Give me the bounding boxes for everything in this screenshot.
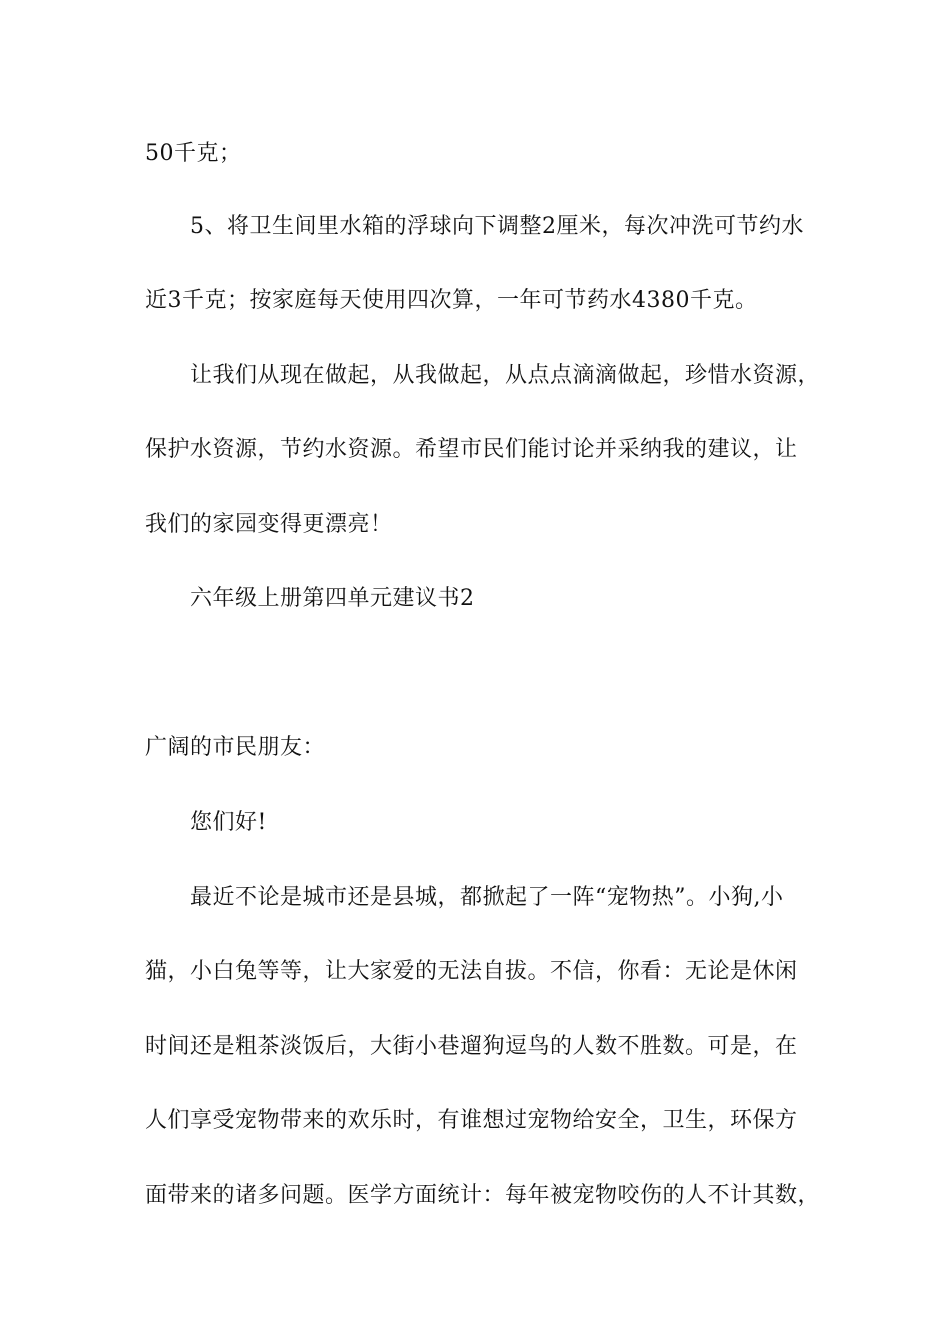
text-line: 保护水资源，节约水资源。希望市民们能讨论并采纳我的建议，让 bbox=[145, 437, 798, 462]
text-line: 50千克； bbox=[145, 141, 242, 166]
greeting: 您们好! bbox=[190, 810, 267, 835]
text-line: 5、将卫生间里水箱的浮球向下调整2厘米，每次冲洗可节约水 bbox=[190, 214, 804, 239]
text-line: 我们的家园变得更漂亮！ bbox=[145, 512, 393, 537]
text-line: 让我们从现在做起，从我做起，从点点滴滴做起，珍惜水资源， bbox=[190, 363, 821, 388]
text-line: 近3千克；按家庭每天使用四次算，一年可节药水4380千克。 bbox=[145, 288, 758, 313]
text-line: 猫，小白兔等等，让大家爱的无法自拔。不信，你看：无论是休闲 bbox=[145, 959, 798, 984]
section-heading: 六年级上册第四单元建议书2 bbox=[190, 586, 475, 611]
text-line: 人们享受宠物带来的欢乐时，有谁想过宠物给安全，卫生，环保方 bbox=[145, 1108, 798, 1133]
salutation: 广阔的市民朋友： bbox=[145, 735, 326, 760]
text-line: 时间还是粗茶淡饭后，大街小巷遛狗逗鸟的人数不胜数。可是，在 bbox=[145, 1034, 798, 1059]
text-line: 最近不论是城市还是县城，都掀起了一阵“宠物热”。小狗,小 bbox=[190, 885, 784, 910]
text-line: 面带来的诸多问题。医学方面统计：每年被宠物咬伤的人不计其数， bbox=[145, 1183, 821, 1208]
